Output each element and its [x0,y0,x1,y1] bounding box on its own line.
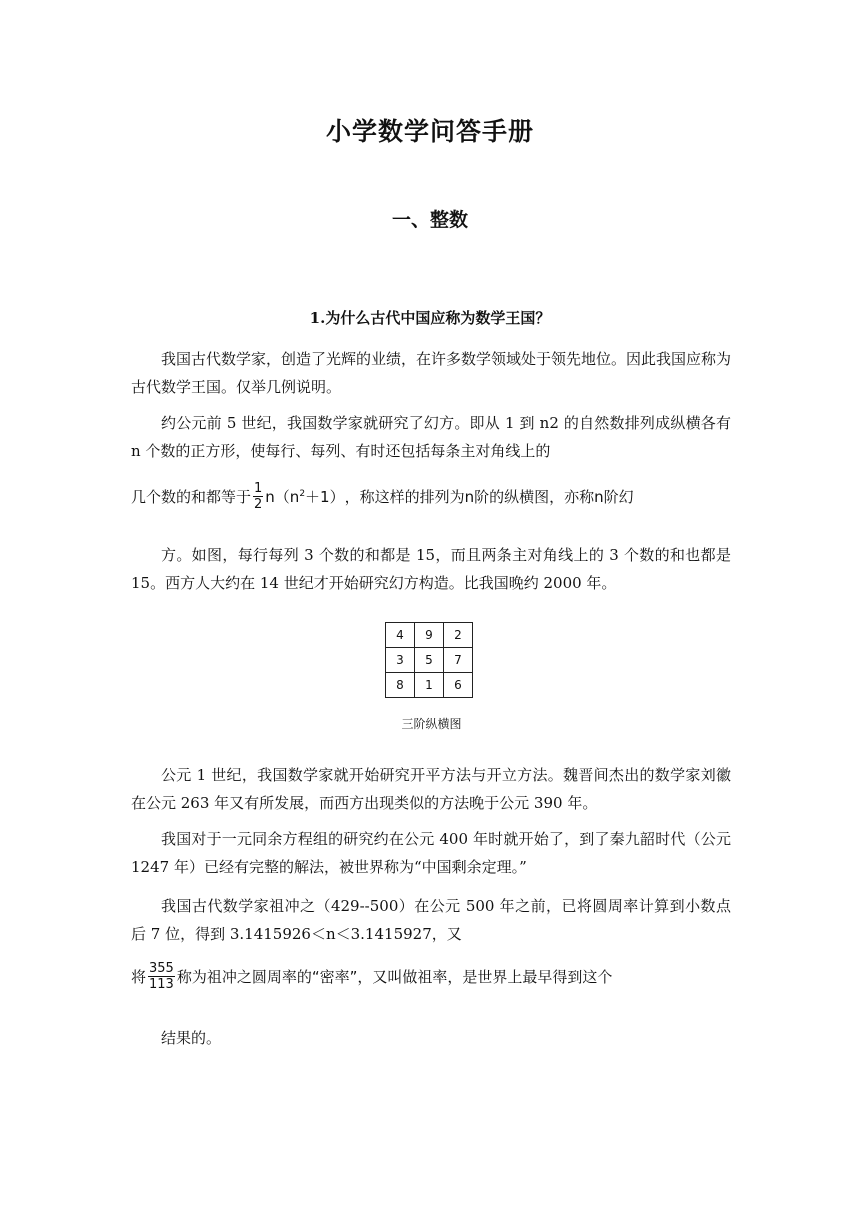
paragraph-remainder-theorem: 我国对于一元同余方程组的研究约在公元 400 年时就开始了，到了秦九韶时代（公元 1247 年）已经有完整的解法，被世界称为“中国剩余定理。” [131,830,731,876]
magic-cell: 5 [415,648,444,673]
fraction-numerator: 355 [149,961,174,976]
paragraph-pi: 我国古代数学家祖冲之（429--500）在公元 500 年之前，已将圆周率计算到小数点后 7 位，得到 3.1415926＜n＜3.1415927，又 [131,897,731,943]
fraction-denominator: 2 [254,497,263,512]
pi-text-after: 称为祖冲之圆周率的“密率”，又叫做祖率，是世界上最早得到这个 [176,968,613,986]
paragraph-conclusion: 结果的。 [161,1029,222,1047]
magic-square-caption: 三阶纵横图 [401,717,462,731]
magic-cell: 1 [415,673,444,698]
fraction-numerator: 1 [254,481,263,496]
question-heading: 1.为什么古代中国应称为数学王国？ [309,309,551,327]
formula-text-after: ，称这样的排列为n阶的纵横图，亦称n阶幻 [344,488,634,506]
chapter-heading: 一、整数 [391,209,468,231]
paragraph-intro: 我国古代数学家，创造了光辉的业绩，在许多数学领域处于领先地位。因此我国应称为古代数学王国。仅举几例说明。 [131,350,732,396]
formula-text-before: 几个数的和都等于 [131,488,252,506]
pi-fraction-line [131,961,731,992]
document-title: 小学数学问答手册 [325,117,534,146]
magic-cell: 8 [386,673,415,698]
magic-cell: 3 [386,648,415,673]
formula-line [131,481,731,512]
table-row [386,673,473,698]
paragraph-magic-square: 约公元前 5 世纪，我国数学家就研究了幻方。即从 1 到 n2 的自然数排列成纵横各有 n 个数的正方形，使每行、每列、有时还包括每条主对角线上的 [131,414,731,460]
table-row [386,648,473,673]
paragraph-magic-example: 方。如图，每行每列 3 个数的和都是 15，而且两条主对角线上的 3 个数的和也都是 15。西方人大约在 14 世纪才开始研究幻方构造。比我国晚约 2000 年。 [131,546,731,592]
pi-text-before: 将 [131,968,147,986]
fraction-denominator: 113 [149,977,174,992]
magic-cell: 9 [415,623,444,648]
fraction-one-half [253,481,263,512]
magic-cell: 2 [444,623,473,648]
magic-cell: 6 [444,673,473,698]
table-row [386,623,473,648]
formula-expression: $n(n^2+1)$ [265,488,345,506]
paragraph-square-root: 公元 1 世纪，我国数学家就开始研究开平方法与开立方法。魏晋间杰出的数学家刘徽在公元 263 年又有所发展，而西方出现类似的方法晚于公元 390 年。 [131,766,731,812]
fraction-355-113 [148,961,175,992]
magic-cell: 7 [444,648,473,673]
magic-square-table [385,622,473,698]
magic-cell: 4 [386,623,415,648]
